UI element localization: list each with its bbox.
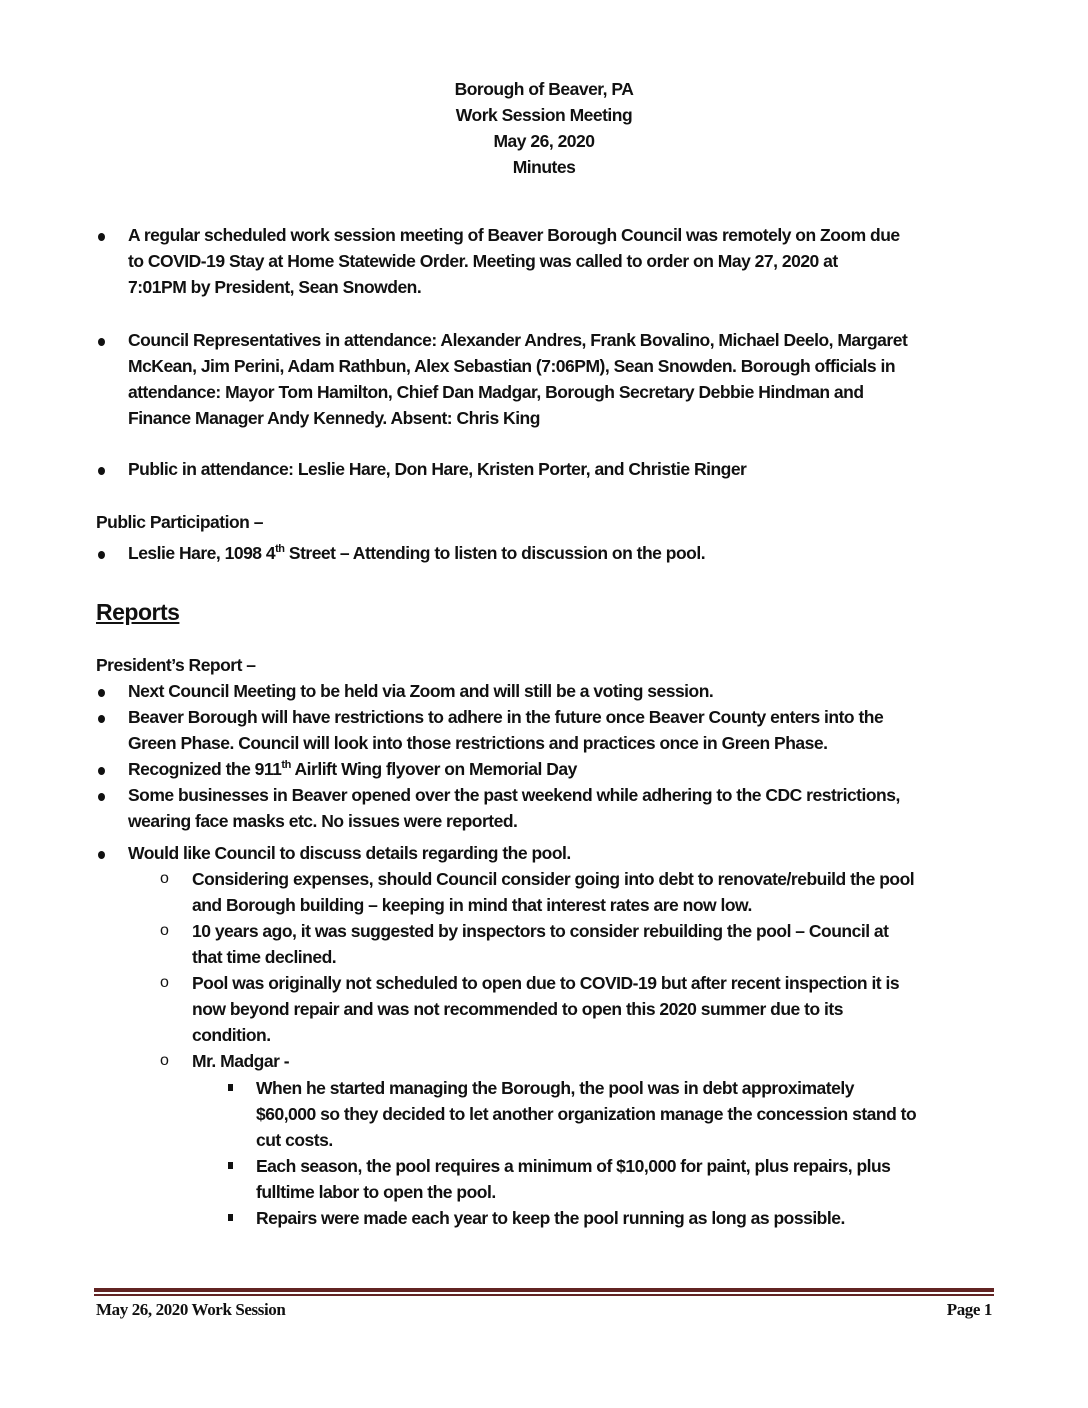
bullet-icon bbox=[96, 756, 116, 782]
document-title-block bbox=[0, 76, 1088, 180]
bullet-icon bbox=[96, 782, 116, 808]
text-line: attendance: Mayor Tom Hamilton, Chief Dan Madgar, Borough Secretary Debbie Hindman and bbox=[128, 382, 864, 402]
title-borough: Borough of Beaver, PA bbox=[454, 79, 634, 99]
text-line: Council Representatives in attendance: Alexander Andres, Frank Bovalino, Michael Deelo, Margaret bbox=[128, 330, 908, 350]
text-line: McKean, Jim Perini, Adam Rathbun, Alex Sebastian (7:06PM), Sean Snowden. Borough officials in bbox=[128, 356, 896, 376]
bullet-icon bbox=[96, 222, 116, 248]
text-line: Public in attendance: Leslie Hare, Don Hare, Kristen Porter, and Christie Ringer bbox=[128, 459, 747, 479]
title-date: May 26, 2020 bbox=[493, 131, 595, 151]
reports-heading: Reports bbox=[96, 599, 180, 625]
text-line: Finance Manager Andy Kennedy. Absent: Chris King bbox=[128, 408, 540, 428]
bullet-icon bbox=[96, 540, 116, 566]
circle-bullet-icon: o bbox=[160, 974, 169, 991]
bullet-icon bbox=[96, 456, 116, 482]
square-bullet-icon bbox=[228, 1214, 233, 1221]
footer-rule-thin bbox=[94, 1294, 994, 1296]
title-meeting-type: Work Session Meeting bbox=[455, 105, 633, 125]
text-line: to COVID-19 Stay at Home Statewide Order. Meeting was called to order on May 27, 2020 at bbox=[128, 251, 838, 271]
bullet-icon bbox=[96, 840, 116, 866]
public-participation-heading: Public Participation – bbox=[96, 512, 263, 532]
footer-document-label: May 26, 2020 Work Session bbox=[96, 1300, 286, 1319]
footer-rule-thick bbox=[94, 1288, 994, 1292]
square-bullet-icon bbox=[228, 1162, 233, 1169]
square-bullet-icon bbox=[228, 1084, 233, 1091]
circle-bullet-icon: o bbox=[160, 1052, 169, 1069]
document-page: Borough of Beaver, PA Work Session Meeting May 26, 2020 Minutes A regular scheduled work session meeting of Beaver Borough Council was remotely on Zoom due to COVID-19 Stay at Home Statewide Order. Meeting was called to order on May 27, 2020 at 7:01PM by President, Sean Snowden. Council Representatives in attendance: Alexander Andres, Frank Bovalino, Michael Deelo, Margaret McKean, Jim Perini, Adam Rathbun, Alex Sebastian (7:06PM), Sean Snowden. Borough officials in attendance: Mayor Tom Hamilton, Chief Dan Madgar, Borough Secretary Debbie Hindman and Finance Manager Andy Kennedy. Absent: Chris King Public in attendance: Leslie Hare, Don Hare, Kristen Porter, and Christie Ringer Public Participation – Leslie Hare, 1098 4th Street – Attending to listen to discussion on the pool. Reports President’s Report – Next Council Meeting to be held via Zoom and will still be a voting session. Beaver Borough will have restrictions to adhere in the future once Beaver County enters into the Green Phase. Council will look into those restrictions and practices once in Green Phase. Recognized the 911th Airlift Wing flyover on Memorial Day Some businesses in Beaver opened over the past weekend while adhering to the CDC restrictions, wearing face masks etc. No issues were reported. Would like Council to discuss details regarding the pool. o Considering expenses, should Council consider going into debt to renovate/rebuild the pool and Borough building – keeping in mind that interest rates are now low. o 10 years ago, it was suggested by inspectors to consider rebuilding the pool – Council at that time declined. o Pool was originally not scheduled to open due to COVID-19 but after recent inspection it is now beyond repair and was not recommended to open this 2020 summer due to its condition. o Mr. Madgar - When he started managing the Borough, the pool was in debt approximately $60,000 so they decided to let another organization manage the concession stand to cut costs. Each season, the pool requires a minimum of $10,000 for paint, plus repairs, plus fulltime labor to open the pool. Repairs were made each year to keep the pool running as long as possible. May 26, 2020 Work Session Page 1 bbox=[0, 0, 1088, 1408]
footer-page-number: Page 1 bbox=[946, 1300, 992, 1319]
bullet-icon bbox=[96, 704, 116, 730]
bullet-icon bbox=[96, 327, 116, 353]
bullet-icon bbox=[96, 678, 116, 704]
text-line: A regular scheduled work session meeting of Beaver Borough Council was remotely on Zoom due bbox=[128, 225, 900, 245]
title-minutes: Minutes bbox=[512, 157, 576, 177]
circle-bullet-icon: o bbox=[160, 922, 169, 939]
presidents-report-heading: President’s Report – bbox=[96, 655, 256, 675]
text-line: 7:01PM by President, Sean Snowden. bbox=[128, 277, 422, 297]
circle-bullet-icon: o bbox=[160, 870, 169, 887]
